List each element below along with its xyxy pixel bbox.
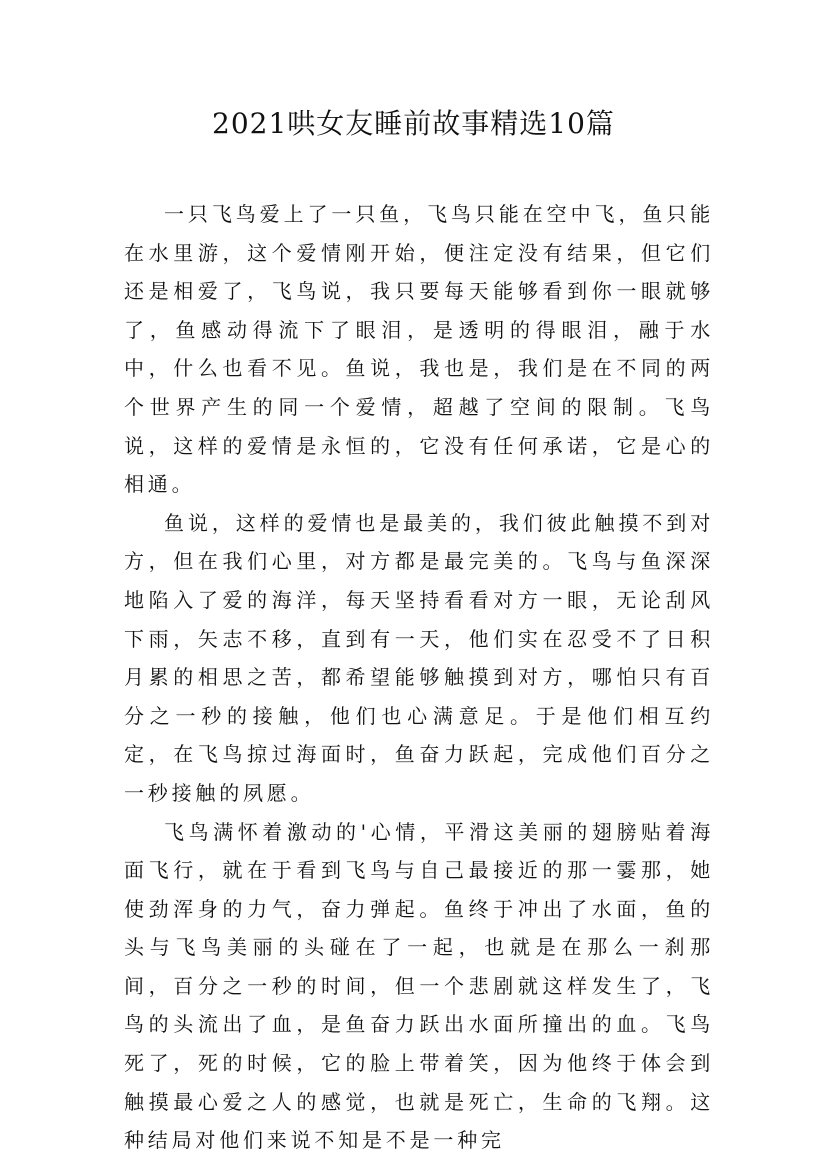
paragraph-3: 飞鸟满怀着激动的'心情，平滑这美丽的翅膀贴着海面飞行，就在于看到飞鸟与自己最接近的那一霎那，她使劲浑身的力气，奋力弹起。鱼终于冲出了水面，鱼的头与飞鸟美丽的头碰在了一起，也就是在那么一刹那间，百分之一秒的时间，但一个悲剧就这样发生了，飞鸟的头流出了血，是鱼奋力跃出水面所撞出的血。飞鸟死了，死的时候，它的脸上带着笑，因为他终于体会到触摸最心爱之人的感觉，也就是死亡，生命的飞翔。这种结局对他们来说不知是不是一种完	[124, 819, 714, 1153]
document-body	[124, 195, 714, 1160]
paragraph-1: 一只飞鸟爱上了一只鱼，飞鸟只能在空中飞，鱼只能在水里游，这个爱情刚开始，便注定没有结果，但它们还是相爱了，飞鸟说，我只要每天能够看到你一眼就够了，鱼感动得流下了眼泪，是透明的得眼泪，融于水中，什么也看不见。鱼说，我也是，我们是在不同的两个世界产生的同一个爱情，超越了空间的限制。飞鸟说，这样的爱情是永恒的，它没有任何承诺，它是心的相通。	[124, 202, 714, 497]
paragraph-2: 鱼说，这样的爱情也是最美的，我们彼此触摸不到对方，但在我们心里，对方都是最完美的。飞鸟与鱼深深地陷入了爱的海洋，每天坚持看看对方一眼，无论刮风下雨，矢志不移，直到有一天，他们实在忍受不了日积月累的相思之苦，都希望能够触摸到对方，哪怕只有百分之一秒的接触，他们也心满意足。于是他们相互约定，在飞鸟掠过海面时，鱼奋力跃起，完成他们百分之一秒接触的夙愿。	[124, 510, 714, 805]
document-title: 2021哄女友睡前故事精选10篇	[212, 107, 615, 140]
